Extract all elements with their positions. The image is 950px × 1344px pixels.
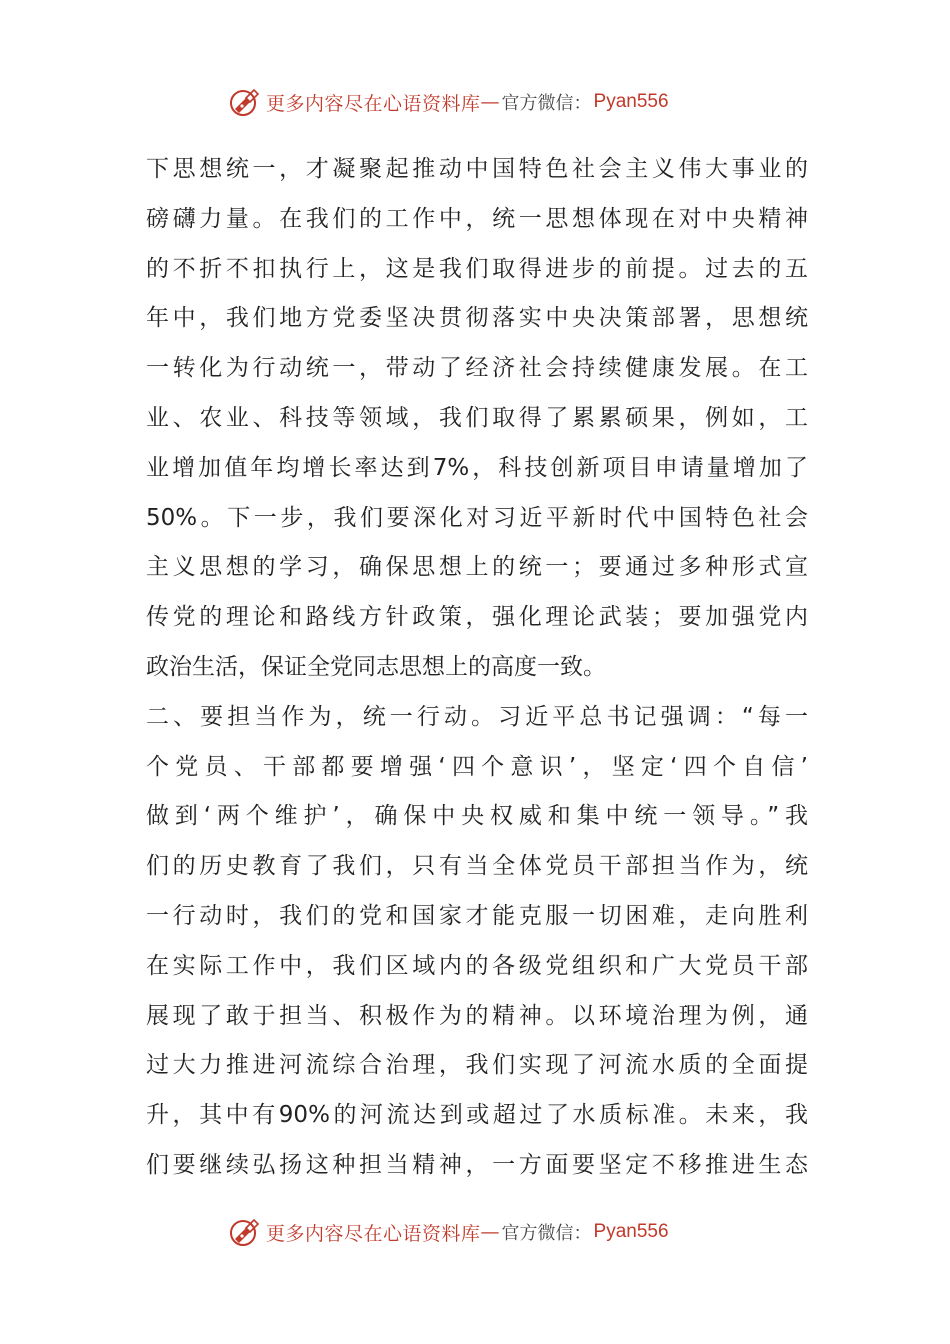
text-line: 升，其中有90%的河流达到或超过了水质标准。未来，我 xyxy=(146,1102,808,1129)
banner-official-label: 官方微信： xyxy=(501,1223,592,1244)
banner-wechat-id: Pyan556 xyxy=(593,91,669,112)
text-line: 业、农业、科技等领域，我们取得了累累硕果，例如，工 xyxy=(146,404,808,431)
banner-dash: — xyxy=(480,91,500,113)
text-line: 在实际工作中，我们区域内的各级党组织和广大党员干部 xyxy=(146,952,808,979)
document-body xyxy=(146,145,808,1191)
text-line: 一行动时，我们的党和国家才能克服一切困难，走向胜利 xyxy=(146,902,808,929)
text-line: 二、要担当作为，统一行动。习近平总书记强调：“每一 xyxy=(146,703,808,730)
banner-brand-text: 更多内容尽在心语资料库 xyxy=(266,92,481,115)
text-line: 个党员、干部都要增强‘四个意识’，坚定‘四个自信’ xyxy=(146,753,808,780)
banner-official-label: 官方微信： xyxy=(501,93,592,114)
text-line: 展现了敢于担当、积极作为的精神。以环境治理为例，通 xyxy=(146,1002,808,1029)
text-line: 政治生活，保证全党同志思想上的高度一致。 xyxy=(146,653,606,680)
text-line: 下思想统一，才凝聚起推动中国特色社会主义伟大事业的 xyxy=(146,156,808,182)
text-line: 过大力推进河流综合治理，我们实现了河流水质的全面提 xyxy=(146,1052,808,1079)
text-line: 传党的理论和路线方针政策，强化理论武装；要加强党内 xyxy=(146,604,808,631)
pen-nib-logo-icon xyxy=(228,1215,262,1249)
text-line: 做到‘两个维护’，确保中央权威和集中统一领导。”我 xyxy=(146,803,808,830)
text-line: 磅礴力量。在我们的工作中，统一思想体现在对中央精神 xyxy=(146,205,808,232)
banner-dash: — xyxy=(480,1221,500,1243)
text-line: 的不折不扣执行上，这是我们取得进步的前提。过去的五 xyxy=(146,255,808,282)
text-line: 业增加值年均增长率达到7%，科技创新项目申请量增加了 xyxy=(146,454,808,481)
text-line: 们要继续弘扬这种担当精神，一方面要坚定不移推进生态 xyxy=(146,1151,808,1178)
text-line: 50%。下一步，我们要深化对习近平新时代中国特色社会 xyxy=(146,504,808,531)
pen-nib-logo-icon xyxy=(228,85,262,119)
text-line: 主义思想的学习，确保思想上的统一；要通过多种形式宣 xyxy=(146,554,808,581)
footer-banner xyxy=(228,1212,669,1252)
banner-wechat-id: Pyan556 xyxy=(593,1221,669,1242)
text-line: 年中，我们地方党委坚决贯彻落实中央决策部署，思想统 xyxy=(146,305,808,332)
banner-brand-text: 更多内容尽在心语资料库 xyxy=(266,1222,481,1245)
header-banner xyxy=(228,82,669,122)
text-line: 们的历史教育了我们，只有当全体党员干部担当作为，统 xyxy=(146,853,808,880)
text-line: 一转化为行动统一，带动了经济社会持续健康发展。在工 xyxy=(146,355,808,382)
